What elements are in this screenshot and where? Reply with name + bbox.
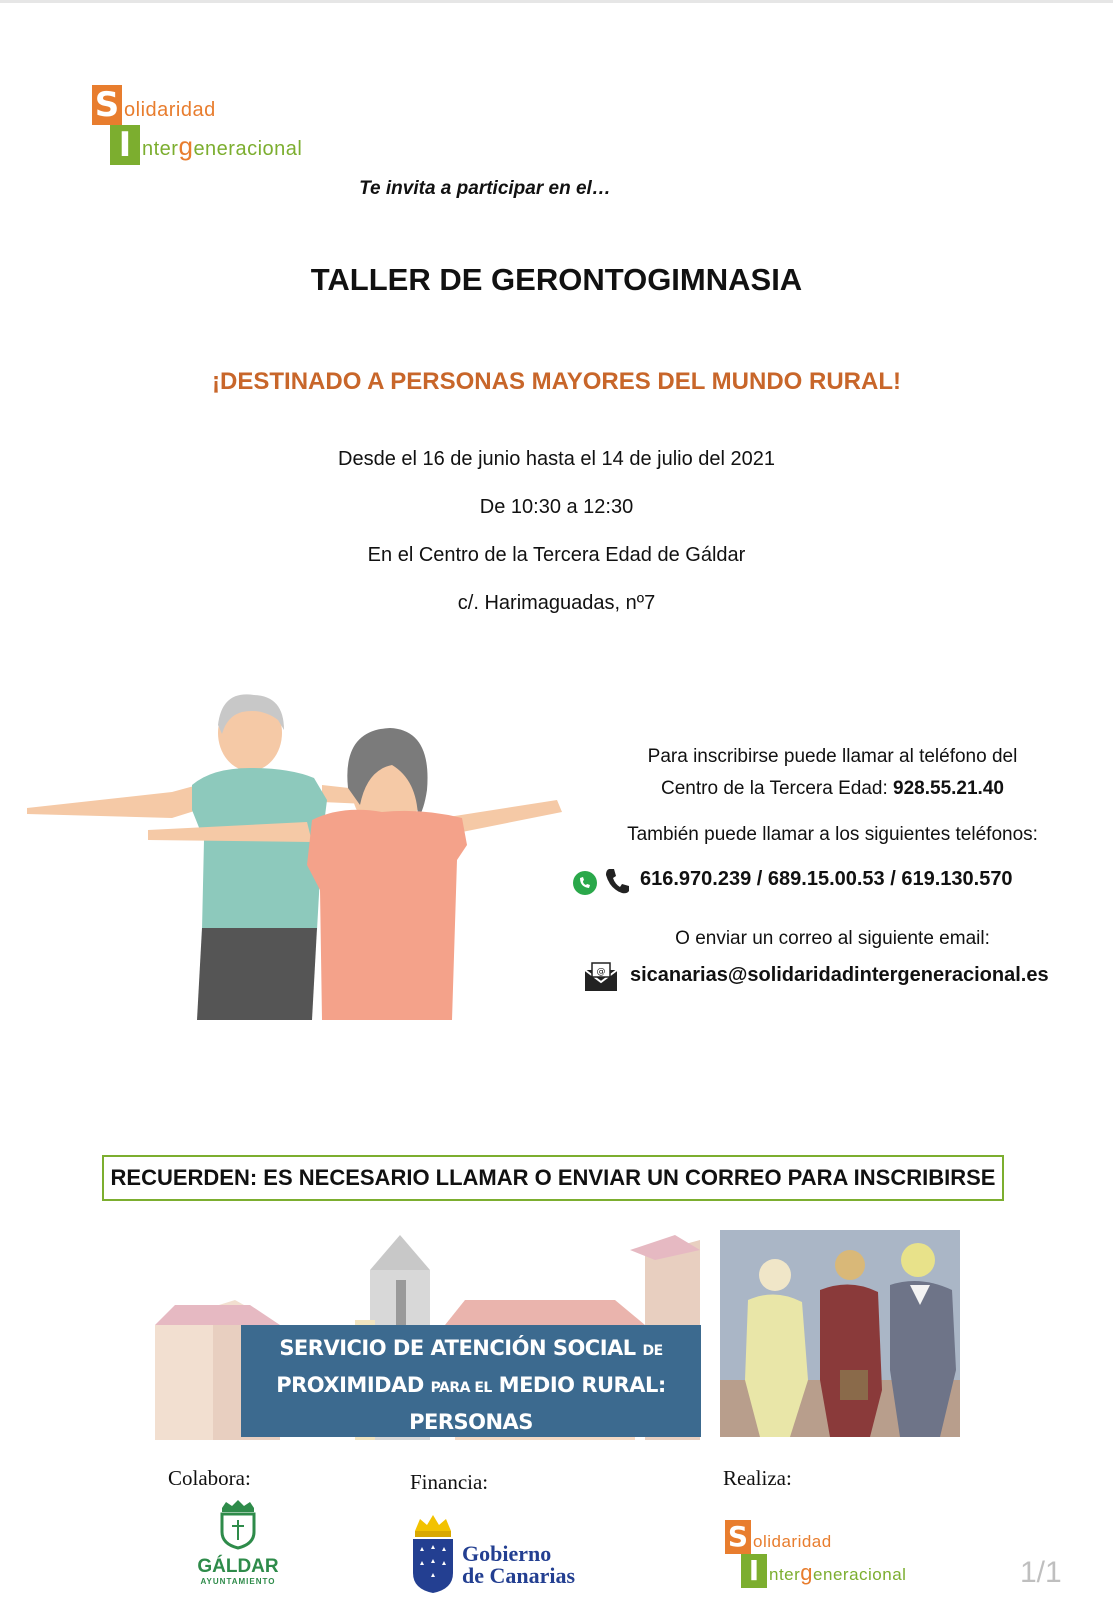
gobierno-line-1: Gobierno xyxy=(462,1541,552,1566)
banner-line-2: PROXIMIDAD PARA EL MEDIO RURAL: PERSONAS xyxy=(276,1373,666,1434)
logo-bottom-word-2: ntergeneracional xyxy=(769,1560,907,1585)
email-icon xyxy=(584,962,618,992)
contact-line-1: Para inscribirse puede llamar al teléfono del xyxy=(647,746,1018,767)
galdar-shield-icon xyxy=(218,1500,258,1550)
elderly-walking-photo xyxy=(720,1230,960,1437)
contact-line-2 xyxy=(560,778,1105,800)
page-title: TALLER DE GERONTOGIMNASIA xyxy=(310,262,803,297)
logo-word-2: ntergeneracional xyxy=(142,131,303,161)
exercise-illustration xyxy=(22,690,577,1020)
center-phone[interactable]: 928.55.21.40 xyxy=(893,778,1004,799)
detail-time: De 10:30 a 12:30 xyxy=(479,496,634,518)
logo-bottom-word-1: olidaridad xyxy=(753,1532,832,1551)
service-banner xyxy=(241,1325,701,1468)
logo-bottom-i-square: I xyxy=(741,1554,767,1588)
realiza-label: Realiza: xyxy=(723,1466,792,1490)
top-border xyxy=(0,0,1113,3)
colabora-label: Colabora: xyxy=(168,1466,251,1490)
invite-text: Te invita a participar en el… xyxy=(359,178,611,199)
logo-bottom-s-square: S xyxy=(725,1520,751,1554)
detail-dates: Desde el 16 de junio hasta el 14 de julio del 2021 xyxy=(338,448,775,470)
page-counter: 1/1 xyxy=(1020,1556,1062,1589)
galdar-name: GÁLDAR xyxy=(197,1556,279,1577)
whatsapp-icon xyxy=(571,869,599,897)
phone-icon xyxy=(604,867,630,895)
solidaridad-logo-bottom xyxy=(725,1520,925,1590)
solidaridad-logo-top xyxy=(92,85,332,167)
phone-numbers[interactable]: 616.970.239 / 689.15.00.53 / 619.130.570 xyxy=(640,868,1013,890)
detail-place: En el Centro de la Tercera Edad de Gáldar xyxy=(367,544,746,566)
contact-line-3: También puede llamar a los siguientes teléfonos: xyxy=(627,824,1038,845)
contact-email[interactable]: sicanarias@solidaridadintergeneracional.es xyxy=(630,964,1049,986)
contact-line-4: O enviar un correo al siguiente email: xyxy=(675,928,990,949)
gobierno-line-2: de Canarias xyxy=(462,1563,576,1588)
logo-word-1: olidaridad xyxy=(124,99,216,121)
gobierno-name xyxy=(462,1543,575,1587)
svg-text:@: @ xyxy=(596,967,606,977)
banner-line-3: MAYORES, DEPENDIENTES Y FAMILIAS xyxy=(255,1444,687,1468)
galdar-sub: AYUNTAMIENTO xyxy=(200,1577,276,1586)
gobierno-canarias-crest-icon xyxy=(410,1513,456,1593)
registration-notice: RECUERDEN: ES NECESARIO LLAMAR O ENVIAR UN CORREO PARA INSCRIBIRSE xyxy=(102,1155,1004,1201)
contact-line-2-text: Centro de la Tercera Edad: xyxy=(661,778,894,799)
logo-i-square: I xyxy=(110,125,140,165)
page-subtitle: ¡DESTINADO A PERSONAS MAYORES DEL MUNDO RURAL! xyxy=(212,368,901,395)
logo-s-square: S xyxy=(92,85,122,125)
financia-label: Financia: xyxy=(410,1470,489,1494)
detail-address: c/. Harimaguadas, nº7 xyxy=(457,592,656,614)
banner-line-1: SERVICIO DE ATENCIÓN SOCIAL DE xyxy=(279,1336,663,1360)
